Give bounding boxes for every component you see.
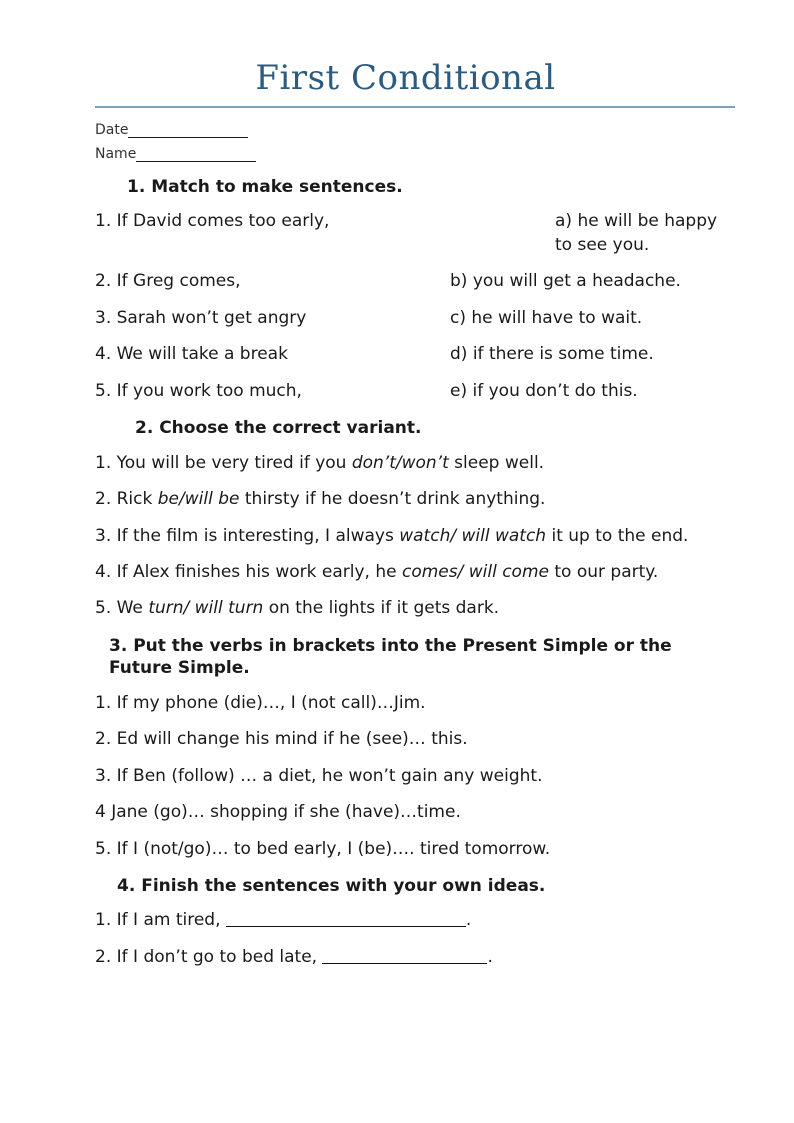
item-choice[interactable]: watch/ will watch	[399, 525, 547, 546]
exercise-2-item-3	[95, 525, 736, 548]
item-text-post: thirsty if he doesn’t drink anything.	[239, 489, 546, 510]
exercise-2-item-4	[95, 561, 736, 584]
exercise-3-item-2: 2. Ed will change his mind if he (see)… this.	[95, 729, 468, 750]
item-choice[interactable]: turn/ will turn	[148, 598, 264, 619]
name-input-blank[interactable]	[136, 147, 256, 162]
exercise-2-heading: 2. Choose the correct variant.	[135, 418, 422, 439]
item-text-pre: 4. If Alex finishes his work early, he	[95, 561, 402, 582]
item-text-pre: 1. You will be very tired if you	[95, 452, 352, 473]
match-left-5: 5. If you work too much,	[95, 380, 302, 401]
answer-blank[interactable]	[322, 948, 487, 964]
item-text-pre: 2. Rick	[95, 489, 158, 510]
match-right-4: d) if there is some time.	[450, 344, 654, 365]
item-text-post: .	[465, 910, 472, 931]
exercise-4-item-1	[95, 909, 736, 932]
match-row	[95, 380, 736, 403]
match-right-5: e) if you don’t do this.	[450, 380, 638, 401]
exercise-2-item-1	[95, 452, 736, 475]
date-input-blank[interactable]	[128, 123, 248, 138]
match-right-1: a) he will be happy to see you.	[555, 211, 718, 255]
exercise-3-item-4: 4 Jane (go)… shopping if she (have)…time.	[95, 802, 461, 823]
match-right-2: b) you will get a headache.	[450, 271, 681, 292]
exercise-4-item-2	[95, 946, 736, 969]
item-text-post: it up to the end.	[546, 525, 689, 546]
exercise-3-item-1: 1. If my phone (die)…, I (not call)…Jim.	[95, 692, 426, 713]
item-text-post: .	[487, 946, 493, 967]
exercise-3-heading: 3. Put the verbs in brackets into the Present Simple or the Future Simple.	[109, 635, 672, 679]
name-label: Name	[95, 146, 137, 162]
item-text-post: to our party.	[548, 561, 659, 582]
exercise-4-heading: 4. Finish the sentences with your own ideas.	[117, 876, 546, 896]
title-divider	[95, 106, 735, 108]
item-text-pre: 5. We	[95, 598, 149, 619]
match-left-1: 1. If David comes too early,	[95, 211, 330, 232]
item-choice[interactable]: comes/ will come	[401, 561, 549, 582]
match-row	[95, 307, 736, 330]
date-field[interactable]	[95, 122, 736, 138]
page-title: First Conditional	[255, 58, 556, 98]
item-text-pre: 1. If I am tired,	[95, 910, 226, 931]
exercise-2-item-5	[95, 597, 736, 620]
match-right-3: c) he will have to wait.	[450, 307, 643, 328]
date-label: Date	[95, 122, 129, 138]
exercise-2-item-2	[95, 488, 736, 511]
match-left-3: 3. Sarah won’t get angry	[95, 307, 307, 328]
match-left-4: 4. We will take a break	[95, 344, 288, 365]
exercise-3-item-5: 5. If I (not/go)… to bed early, I (be)…. tired tomorrow.	[95, 838, 551, 859]
match-row	[95, 270, 736, 293]
item-choice[interactable]: be/will be	[157, 489, 240, 510]
answer-blank[interactable]	[226, 911, 466, 927]
item-text-pre: 2. If I don’t go to bed late,	[95, 946, 323, 967]
match-left-2: 2. If Greg comes,	[95, 271, 241, 292]
item-text-post: sleep well.	[448, 452, 545, 473]
exercise-1-heading: 1. Match to make sentences.	[127, 177, 403, 197]
match-row	[95, 343, 736, 366]
item-text-post: on the lights if it gets dark.	[263, 598, 500, 619]
item-text-pre: 3. If the film is interesting, I always	[95, 525, 400, 546]
item-choice[interactable]: don’t/won’t	[351, 452, 449, 473]
name-field[interactable]	[95, 146, 736, 162]
match-row	[95, 210, 736, 257]
exercise-3-item-3: 3. If Ben (follow) … a diet, he won’t gain any weight.	[95, 765, 543, 786]
